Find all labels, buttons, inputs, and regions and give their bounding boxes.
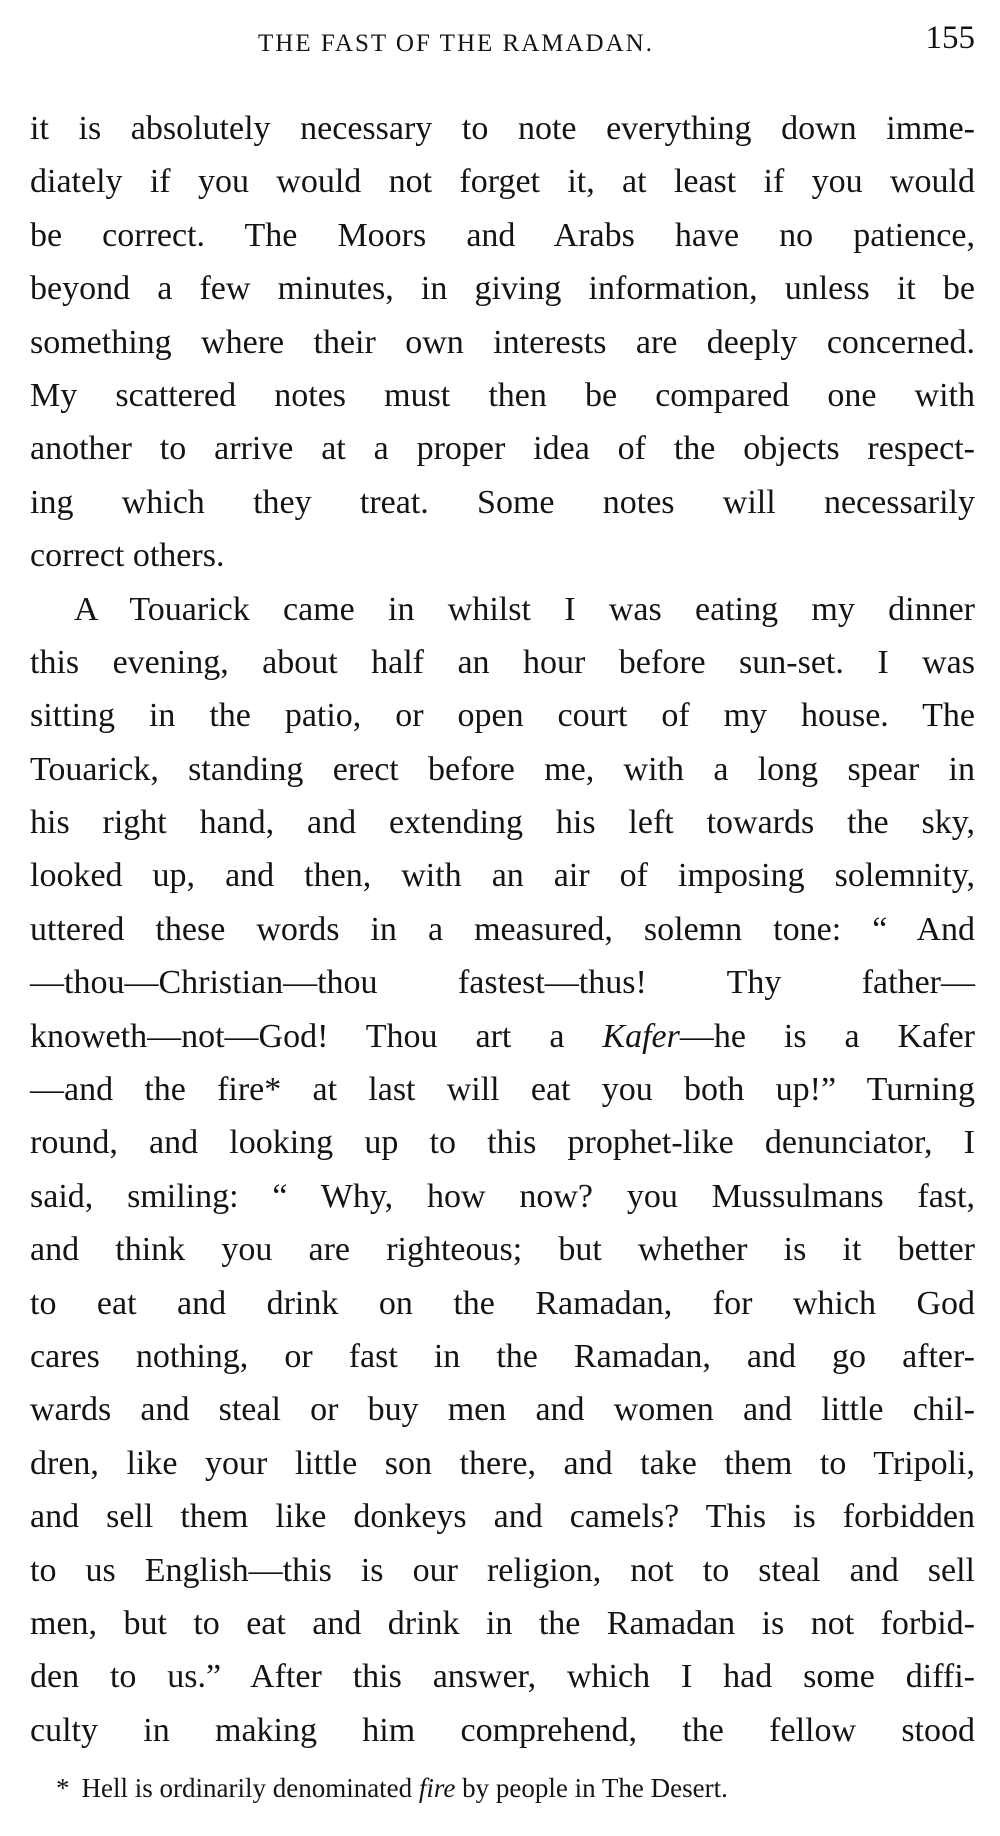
text-line: looked up, and then, with an air of imposing solemnity, [30, 857, 975, 895]
text-line: wards and steal or buy men and women and little chil- [30, 1391, 975, 1429]
line-text-before: knoweth—not—God! Thou art a [30, 1017, 603, 1055]
footnote-text-before: Hell is ordinarily denominated [81, 1773, 419, 1803]
text-line: —and the fire* at last will eat you both up!” Turning [30, 1071, 975, 1109]
text-line: another to arrive at a proper idea of the objects respect- [30, 430, 975, 468]
text-line: uttered these words in a measured, solemn tone: “ And [30, 910, 975, 948]
text-line: dren, like your little son there, and take them to Tripoli, [30, 1444, 975, 1482]
text-line: said, smiling: “ Why, how now? you Mussulmans fast, [30, 1177, 975, 1215]
text-line: this evening, about half an hour before sun-set. I was [30, 643, 975, 681]
italic-word: Kafer [602, 1017, 680, 1055]
text-line: and sell them like donkeys and camels? This is forbidden [30, 1498, 975, 1536]
text-line: den to us.” After this answer, which I had some diffi- [30, 1658, 975, 1696]
footnote-italic-word: fire [418, 1773, 456, 1803]
text-line: round, and looking up to this prophet-like denunciator, I [30, 1124, 975, 1162]
text-line: it is absolutely necessary to note everything down imme- [30, 110, 975, 147]
text-line: his right hand, and extending his left towards the sky, [30, 804, 975, 842]
text-line: My scattered notes must then be compared one with [30, 376, 975, 414]
text-line: ing which they treat. Some notes will necessarily [30, 483, 975, 521]
text-line: be correct. The Moors and Arabs have no patience, [30, 216, 975, 254]
text-line: to us English—this is our religion, not to steal and sell [30, 1551, 975, 1589]
body-text [30, 102, 975, 1757]
text-line: and think you are righteous; but whether is it better [30, 1231, 975, 1269]
text-line: beyond a few minutes, in giving information, unless it be [30, 270, 975, 308]
text-line: —thou—Christian—thou fastest—thus! Thy father— [30, 964, 975, 1002]
text-line: sitting in the patio, or open court of my house. The [30, 697, 975, 735]
text-line: to eat and drink on the Ramadan, for which God [30, 1284, 975, 1322]
line-text-after: —he is a Kafer [679, 1017, 975, 1055]
text-line: cares nothing, or fast in the Ramadan, and go after- [30, 1337, 975, 1375]
text-line: correct others. [30, 537, 225, 575]
page-number: 155 [925, 20, 975, 56]
paragraph-first-line: A Touarick came in whilst I was eating my dinner [74, 590, 975, 628]
text-line: diately if you would not forget it, at least if you would [30, 163, 975, 201]
text-line: Touarick, standing erect before me, with a long spear in [30, 750, 975, 788]
text-line: culty in making him comprehend, the fellow stood [30, 1711, 975, 1749]
footnote [56, 1768, 956, 1808]
text-line [30, 1010, 975, 1063]
text-line: men, but to eat and drink in the Ramadan is not forbid- [30, 1604, 975, 1642]
footnote-marker: * [56, 1773, 70, 1803]
footnote-text-after: by people in The Desert. [455, 1773, 728, 1803]
text-line: something where their own interests are deeply concerned. [30, 323, 975, 361]
running-title: THE FAST OF THE RAMADAN. [258, 30, 654, 57]
running-head [30, 18, 975, 68]
